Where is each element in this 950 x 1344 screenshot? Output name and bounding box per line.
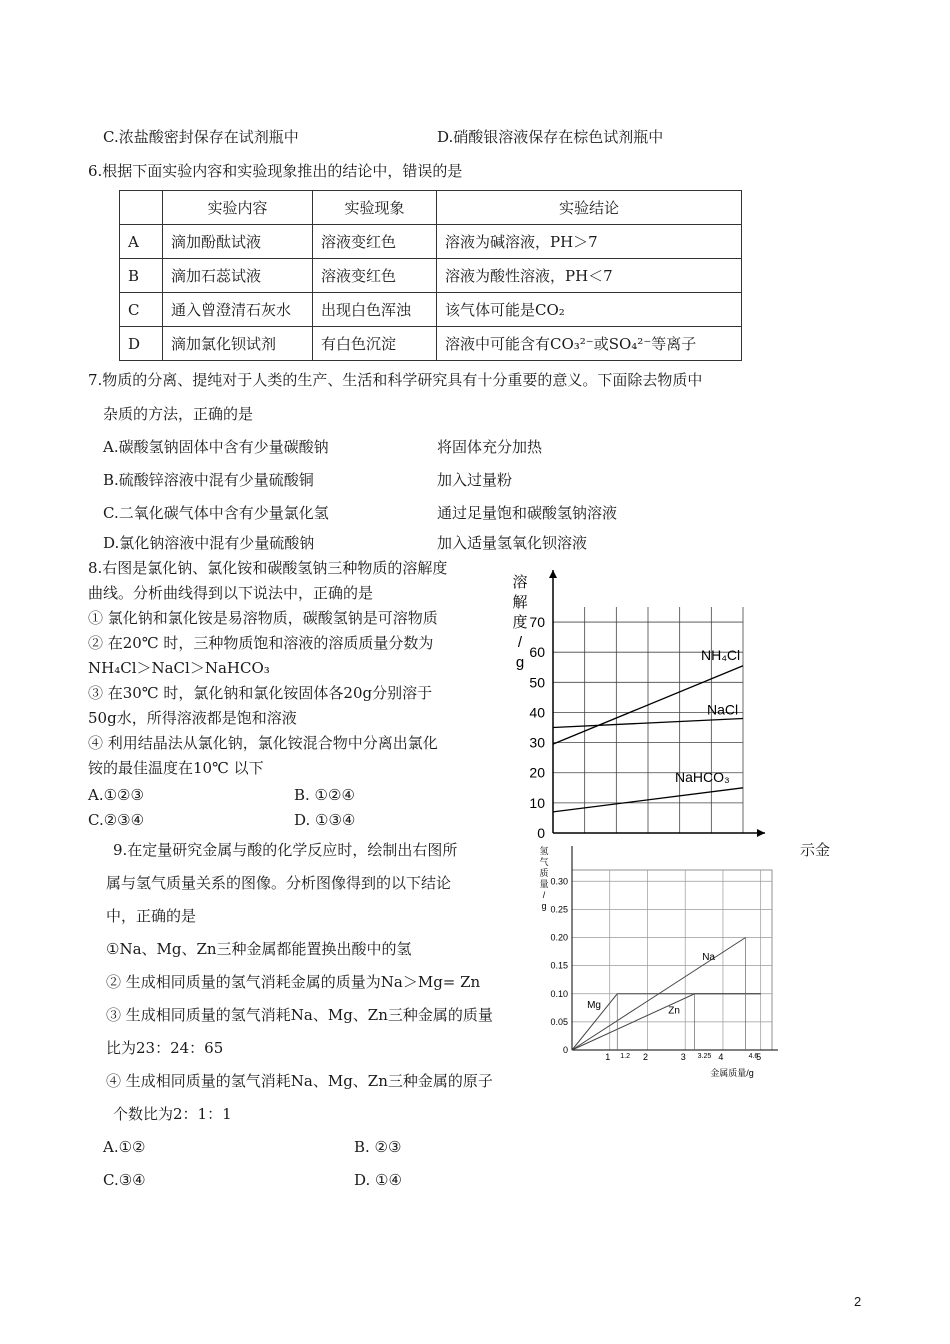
table-cell: 溶液为碱溶液，PH＞7 — [437, 225, 742, 259]
x-tick-label: 2 — [642, 1052, 648, 1062]
q9-line: ③ 生成相同质量的氢气消耗Na、Mg、Zn三种金属的质量 — [106, 1006, 493, 1024]
y-tick-label: 20 — [529, 764, 545, 781]
plot-frame — [572, 870, 772, 1050]
y-tick-label: 0.05 — [550, 1016, 568, 1027]
q7-stem-line2: 杂质的方法，正确的是 — [103, 405, 254, 423]
table-cell: 该气体可能是CO₂ — [437, 293, 742, 327]
table-cell: 溶液变红色 — [313, 225, 437, 259]
q8-line: 铵的最佳温度在10℃ 以下 — [88, 759, 264, 777]
table-cell: 通入曾澄清石灰水 — [163, 293, 313, 327]
q8-line: ③ 在30℃ 时，氯化钠和氯化铵固体各20g分别溶于 — [88, 684, 433, 702]
q9-line: 中，正确的是 — [106, 907, 197, 925]
q7-option-c: C.二氧化碳气体中含有少量氯化氢 — [103, 504, 329, 522]
q9-line: 属与氢气质量关系的图像。分析图像得到的以下结论 — [106, 874, 452, 892]
y-axis-label: 溶 — [512, 574, 528, 591]
q7-option-d-method: 加入适量氢氧化钡溶液 — [437, 534, 588, 552]
y-tick-label: 0 — [537, 825, 545, 841]
hydrogen-mass-chart — [532, 842, 792, 1082]
table-cell: 出现白色浑浊 — [313, 293, 437, 327]
page-number: 2 — [854, 1294, 862, 1309]
y-tick-label: 70 — [529, 614, 545, 631]
table-cell: 滴加石蕊试液 — [163, 259, 313, 293]
y-axis-arrow — [549, 570, 557, 578]
q8-line: 曲线。分析曲线得到以下说法中，正确的是 — [88, 584, 374, 602]
table-header-row — [120, 191, 742, 225]
table-cell: 溶液为酸性溶液，PH＜7 — [437, 259, 742, 293]
y-axis-label: g — [515, 654, 525, 671]
x-tick-label: 4 — [718, 1052, 724, 1062]
y-tick-label: 10 — [529, 794, 545, 811]
series-label: NH₄Cl — [701, 646, 741, 663]
q6-table — [119, 190, 742, 361]
y-tick-label: 0.10 — [550, 988, 568, 999]
q8-option-c: C.②③④ — [88, 811, 145, 829]
table-cell: C — [120, 293, 163, 327]
q9-option-d: D. ①④ — [354, 1171, 402, 1189]
x-axis-arrow — [757, 829, 765, 837]
q5-option-d: D.硝酸银溶液保存在棕色试剂瓶中 — [437, 128, 664, 146]
q9-line: 比为23：24：65 — [106, 1039, 224, 1057]
q7-option-d: D.氯化钠溶液中混有少量硫酸钠 — [103, 534, 315, 552]
q7-option-c-method: 通过足量饱和碳酸氢钠溶液 — [437, 504, 618, 522]
x-tick-label: 3 — [680, 1052, 686, 1062]
y-tick-label: 0.25 — [550, 904, 568, 915]
y-axis-label: 氢 — [539, 846, 549, 856]
q6-stem: 6.根据下面实验内容和实验现象推出的结论中，错误的是 — [88, 162, 463, 180]
y-axis-label: 解 — [512, 594, 528, 611]
q9-line: ①Na、Mg、Zn三种金属都能置换出酸中的氢 — [106, 940, 412, 958]
table-header-cell: 实验结论 — [437, 191, 742, 225]
q7-option-b-method: 加入过量粉 — [437, 471, 513, 489]
y-axis-label: / — [542, 890, 546, 900]
table-cell: B — [120, 259, 163, 293]
table-row — [120, 293, 742, 327]
y-axis-label: / — [517, 634, 523, 651]
table-header-cell: 实验内容 — [163, 191, 313, 225]
table-header-cell: 实验现象 — [313, 191, 437, 225]
table-cell: 有白色沉淀 — [313, 327, 437, 361]
q9-line-tail: 示金 — [800, 841, 831, 859]
q8-option-a: A.①②③ — [88, 786, 144, 804]
x-tick-label: 3.25 — [697, 1053, 712, 1060]
table-cell: 溶液变红色 — [313, 259, 437, 293]
q9-line: 9.在定量研究金属与酸的化学反应时，绘制出右图所 — [113, 841, 458, 859]
x-tick-label: 1.2 — [620, 1053, 631, 1060]
y-axis-label: 气 — [539, 857, 549, 867]
y-axis-label: 量 — [539, 879, 549, 889]
y-axis-label: 度 — [512, 614, 528, 631]
table-row — [120, 225, 742, 259]
series-label: Zn — [668, 1005, 680, 1017]
table-cell: 滴加酚酞试液 — [163, 225, 313, 259]
x-axis-label: 金属质量/g — [710, 1068, 754, 1078]
table-row — [120, 327, 742, 361]
series-label: NaCl — [707, 701, 739, 718]
y-tick-label: 30 — [529, 734, 545, 751]
y-axis-label: 质 — [539, 868, 549, 878]
y-axis-label: g — [541, 901, 547, 911]
origin-label: 0 — [562, 1045, 568, 1055]
table-cell: D — [120, 327, 163, 361]
x-tick-label: 5 — [756, 1052, 762, 1062]
q7-option-b: B.硫酸锌溶液中混有少量硫酸铜 — [103, 471, 314, 489]
q7-option-a: A.碳酸氢钠固体中含有少量碳酸钠 — [103, 438, 329, 456]
q8-line: ① 氯化钠和氯化铵是易溶物质，碳酸氢钠是可溶物质 — [88, 609, 438, 627]
y-tick-label: 0.15 — [550, 960, 568, 971]
y-tick-label: 0.30 — [550, 876, 568, 887]
table-cell: A — [120, 225, 163, 259]
q9-line: ④ 生成相同质量的氢气消耗Na、Mg、Zn三种金属的原子 — [106, 1072, 493, 1090]
q8-line: 50g水，所得溶液都是饱和溶液 — [88, 709, 297, 727]
q8-option-b: B. ①②④ — [294, 786, 355, 804]
q8-line: ④ 利用结晶法从氯化钠，氯化铵混合物中分离出氯化 — [88, 734, 438, 752]
series-label: Na — [702, 952, 715, 963]
x-tick-label: 4.6 — [748, 1053, 759, 1060]
q7-stem-line1: 7.物质的分离、提纯对于人类的生产、生活和科学研究具有十分重要的意义。下面除去物质中 — [88, 371, 703, 389]
q9-line: 个数比为2：1：1 — [113, 1105, 232, 1123]
q9-line: ② 生成相同质量的氢气消耗金属的质量为Na＞Mg= Zn — [106, 973, 481, 991]
q9-option-c: C.③④ — [103, 1171, 146, 1189]
q9-option-a: A.①② — [103, 1138, 146, 1156]
y-tick-label: 50 — [529, 674, 545, 691]
q5-option-c: C.浓盐酸密封保存在试剂瓶中 — [103, 128, 299, 146]
table-cell: 滴加氯化钡试剂 — [163, 327, 313, 361]
q8-line: 8.右图是氯化钠、氯化铵和碳酸氢钠三种物质的溶解度 — [88, 559, 448, 577]
q9-option-b: B. ②③ — [354, 1138, 402, 1156]
table-row — [120, 259, 742, 293]
x-tick-label: 1 — [605, 1052, 611, 1062]
solubility-chart — [505, 565, 780, 850]
y-tick-label: 40 — [529, 704, 545, 721]
series-label: Mg — [587, 999, 602, 1011]
table-header-cell — [120, 191, 163, 225]
q8-line: ② 在20℃ 时，三种物质饱和溶液的溶质质量分数为 — [88, 634, 434, 652]
y-tick-label: 0.20 — [550, 932, 568, 943]
series-label: NaHCO₃ — [675, 768, 730, 785]
y-tick-label: 60 — [529, 644, 545, 661]
q7-option-a-method: 将固体充分加热 — [437, 438, 543, 456]
q8-option-d: D. ①③④ — [294, 811, 356, 829]
table-cell: 溶液中可能含有CO₃²⁻或SO₄²⁻等离子 — [437, 327, 742, 361]
q8-line: NH₄Cl＞NaCl＞NaHCO₃ — [88, 659, 270, 677]
